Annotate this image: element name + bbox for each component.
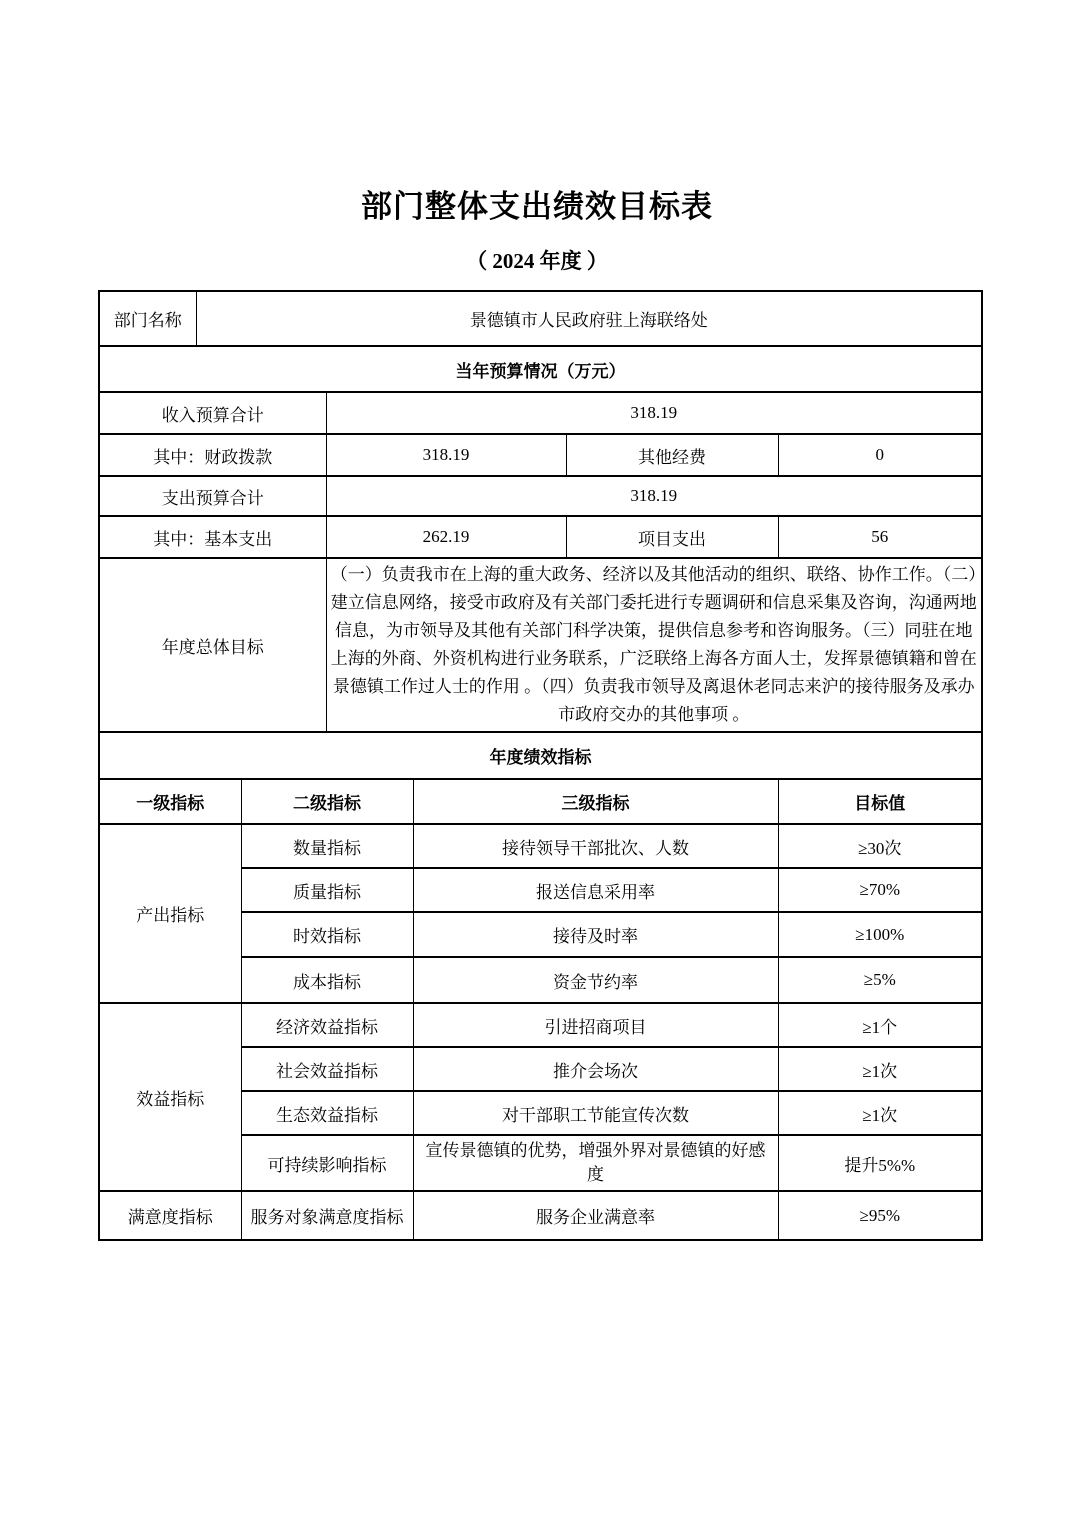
level3-indicator: 接待领导干部批次、人数 bbox=[413, 824, 778, 868]
target-value: ≥1个 bbox=[778, 1003, 982, 1047]
level2-indicator: 服务对象满意度指标 bbox=[241, 1191, 413, 1240]
column-header-level3: 三级指标 bbox=[413, 779, 778, 824]
level3-indicator: 服务企业满意率 bbox=[413, 1191, 778, 1240]
annual-goal-text: （一）负责我市在上海的重大政务、经济以及其他活动的组织、联络、协作工作。（二）建立信息网络，接受市政府及有关部门委托进行专题调研和信息采集及咨询，沟通两地信息，为市领导及其他有关部门科学决策，提供信息参考和咨询服务。（三）同驻在地上海的外商、外资机构进行业务联系，广泛联络上海各方面人士，发挥景德镇籍和曾在景德镇工作过人士的作用 。（四）负责我市领导及离退休老同志来沪的接待服务及承办市政府交办的其他事项 。 bbox=[326, 558, 982, 732]
column-header-target: 目标值 bbox=[778, 779, 982, 824]
level3-indicator: 推介会场次 bbox=[413, 1047, 778, 1091]
level2-indicator: 成本指标 bbox=[241, 957, 413, 1003]
level2-indicator: 时效指标 bbox=[241, 912, 413, 957]
income-detail-row bbox=[99, 434, 982, 476]
page-subtitle: （ 2024 年度 ） bbox=[466, 249, 608, 274]
level2-indicator: 社会效益指标 bbox=[241, 1047, 413, 1091]
indicators-column-header-row bbox=[99, 779, 982, 824]
expense-total-row bbox=[99, 476, 982, 516]
budget-section-header-row bbox=[99, 346, 982, 392]
level2-indicator: 经济效益指标 bbox=[241, 1003, 413, 1047]
indicator-row bbox=[99, 1003, 982, 1047]
annual-goal-label: 年度总体目标 bbox=[99, 558, 326, 732]
department-row bbox=[99, 291, 982, 346]
target-value: ≥1次 bbox=[778, 1047, 982, 1091]
level2-indicator: 生态效益指标 bbox=[241, 1091, 413, 1135]
level1-output-indicator: 产出指标 bbox=[99, 824, 241, 1003]
level3-indicator: 报送信息采用率 bbox=[413, 868, 778, 912]
basic-expense-value: 262.19 bbox=[326, 516, 566, 558]
project-expense-label: 项目支出 bbox=[566, 516, 778, 558]
target-value: ≥1次 bbox=[778, 1091, 982, 1135]
level3-indicator: 对干部职工节能宣传次数 bbox=[413, 1091, 778, 1135]
indicator-row bbox=[99, 1191, 982, 1240]
page-title: 部门整体支出绩效目标表 bbox=[361, 189, 713, 224]
level1-benefit-indicator: 效益指标 bbox=[99, 1003, 241, 1191]
income-total-row bbox=[99, 392, 982, 434]
target-value: ≥70% bbox=[778, 868, 982, 912]
target-value: 提升5%% bbox=[778, 1135, 982, 1191]
column-header-level2: 二级指标 bbox=[241, 779, 413, 824]
level3-indicator: 接待及时率 bbox=[413, 912, 778, 957]
annual-goal-row bbox=[99, 558, 982, 732]
budget-section-header: 当年预算情况（万元） bbox=[99, 346, 982, 392]
fiscal-allocation-value: 318.19 bbox=[326, 434, 566, 476]
level2-indicator: 数量指标 bbox=[241, 824, 413, 868]
project-expense-value: 56 bbox=[778, 516, 982, 558]
department-label: 部门名称 bbox=[99, 291, 196, 346]
target-value: ≥95% bbox=[778, 1191, 982, 1240]
expense-total-value: 318.19 bbox=[326, 476, 982, 516]
basic-expense-label: 其中：基本支出 bbox=[99, 516, 326, 558]
fiscal-allocation-label: 其中：财政拨款 bbox=[99, 434, 326, 476]
column-header-level1: 一级指标 bbox=[99, 779, 241, 824]
performance-target-table bbox=[98, 290, 983, 1241]
level3-indicator: 引进招商项目 bbox=[413, 1003, 778, 1047]
expense-total-label: 支出预算合计 bbox=[99, 476, 326, 516]
level3-indicator: 宣传景德镇的优势，增强外界对景德镇的好感度 bbox=[413, 1135, 778, 1191]
income-total-value: 318.19 bbox=[326, 392, 982, 434]
expense-detail-row bbox=[99, 516, 982, 558]
level1-satisfaction-indicator: 满意度指标 bbox=[99, 1191, 241, 1240]
indicators-section-header: 年度绩效指标 bbox=[99, 732, 982, 779]
level2-indicator: 质量指标 bbox=[241, 868, 413, 912]
target-value: ≥100% bbox=[778, 912, 982, 957]
indicator-row bbox=[99, 824, 982, 868]
level2-indicator: 可持续影响指标 bbox=[241, 1135, 413, 1191]
income-total-label: 收入预算合计 bbox=[99, 392, 326, 434]
indicators-section-header-row bbox=[99, 732, 982, 779]
target-value: ≥5% bbox=[778, 957, 982, 1003]
other-funds-label: 其他经费 bbox=[566, 434, 778, 476]
other-funds-value: 0 bbox=[778, 434, 982, 476]
target-value: ≥30次 bbox=[778, 824, 982, 868]
department-value: 景德镇市人民政府驻上海联络处 bbox=[196, 291, 982, 346]
level3-indicator: 资金节约率 bbox=[413, 957, 778, 1003]
